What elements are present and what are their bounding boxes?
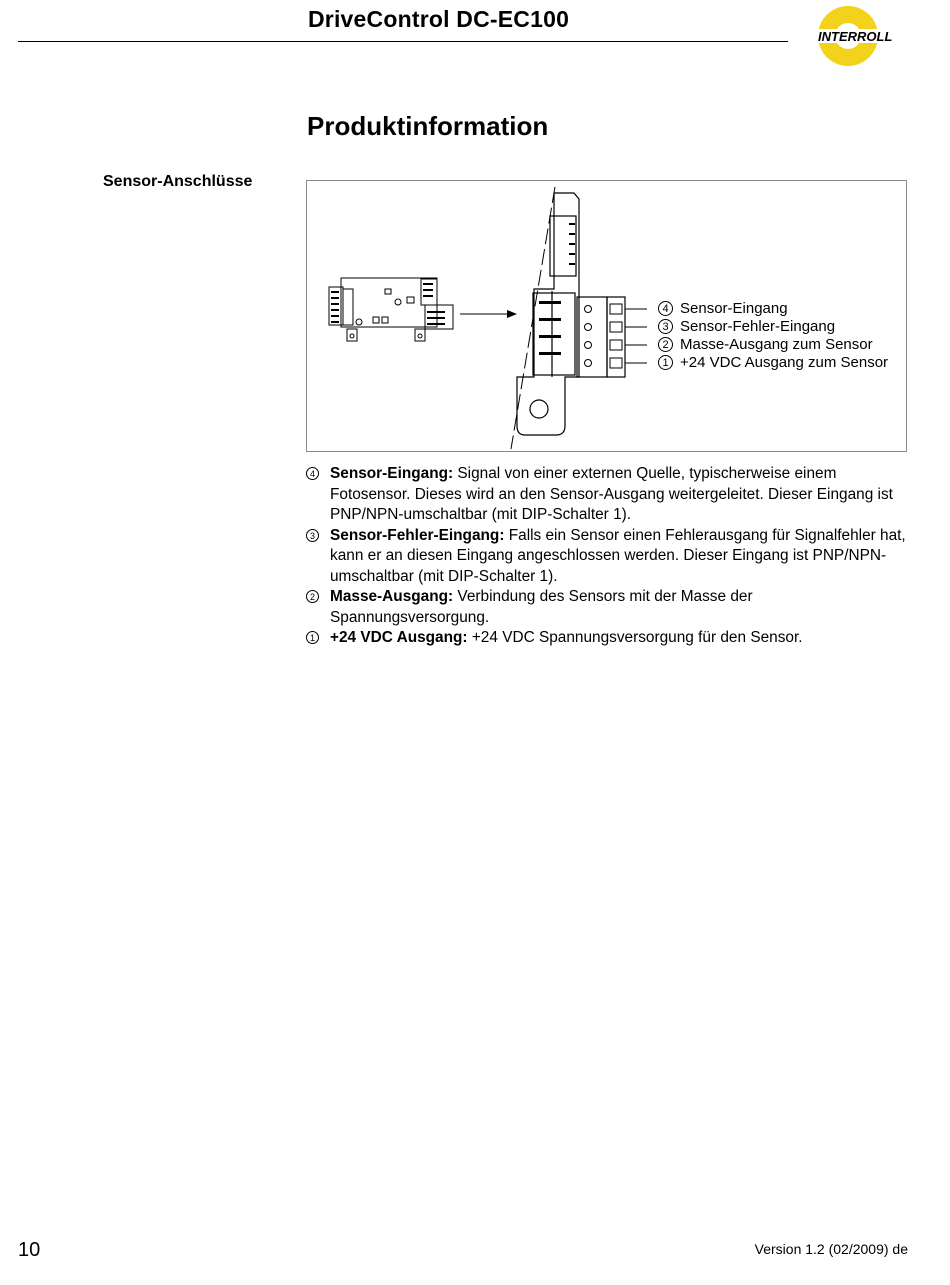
item-text: Falls ein Sensor einen Fehlerausgang für Signalfehler hat, kann er an diesen Eingang angeschlossen werden. Dieser Eingang ist PNP/NPN-umschaltbar (mit DIP-Schalter 1). bbox=[330, 526, 906, 585]
callout-label: Masse-Ausgang zum Sensor bbox=[680, 336, 873, 353]
callout-sensor-error-input bbox=[658, 319, 835, 334]
callout-24vdc-output bbox=[658, 355, 888, 370]
connector-diagram bbox=[307, 181, 908, 453]
item-number: 4 bbox=[306, 467, 319, 480]
document-title: DriveControl DC-EC100 bbox=[308, 6, 570, 32]
description-ground-output bbox=[306, 587, 906, 628]
callout-label: Sensor-Fehler-Eingang bbox=[680, 318, 836, 335]
callout-number: 3 bbox=[658, 319, 673, 334]
callout-label: Sensor-Eingang bbox=[680, 300, 788, 317]
callout-number: 1 bbox=[658, 355, 673, 370]
interroll-logo bbox=[816, 4, 912, 68]
description-sensor-error-input bbox=[306, 526, 906, 588]
side-heading: Sensor-Anschlüsse bbox=[103, 173, 253, 190]
section-title: Produktinformation bbox=[307, 111, 549, 141]
item-number: 1 bbox=[306, 631, 319, 644]
header-divider bbox=[18, 41, 788, 42]
description-24vdc-output bbox=[306, 628, 906, 649]
item-number: 2 bbox=[306, 590, 319, 603]
item-term: +24 VDC Ausgang: bbox=[330, 629, 468, 646]
item-text: Signal von einer externen Quelle, typischerweise einem Fotosensor. Dieses wird an den Sensor-Ausgang weitergeleitet. Dieser Eingang ist PNP/NPN-umschaltbar (mit DIP-Schalter 1). bbox=[330, 465, 893, 523]
version-info: Version 1.2 (02/2009) de bbox=[754, 1241, 908, 1257]
callout-label: +24 VDC Ausgang zum Sensor bbox=[680, 354, 889, 371]
callout-ground-output bbox=[658, 337, 873, 352]
item-number: 3 bbox=[306, 529, 319, 542]
description-sensor-input bbox=[306, 464, 906, 526]
page-number: 10 bbox=[18, 1239, 41, 1261]
callout-sensor-input bbox=[658, 301, 788, 316]
callout-number: 4 bbox=[658, 301, 673, 316]
item-term: Sensor-Fehler-Eingang: bbox=[330, 526, 505, 544]
sensor-connection-figure bbox=[306, 180, 907, 452]
callout-number: 2 bbox=[658, 337, 673, 352]
item-text: +24 VDC Spannungsversorgung für den Sensor. bbox=[467, 629, 803, 646]
svg-text:INTERROLL: INTERROLL bbox=[818, 29, 893, 44]
item-term: Sensor-Eingang: bbox=[330, 465, 454, 482]
description-list bbox=[306, 464, 906, 649]
item-text: Verbindung des Sensors mit der Masse der Spannungsversorgung. bbox=[330, 588, 753, 626]
item-term: Masse-Ausgang: bbox=[330, 588, 454, 605]
